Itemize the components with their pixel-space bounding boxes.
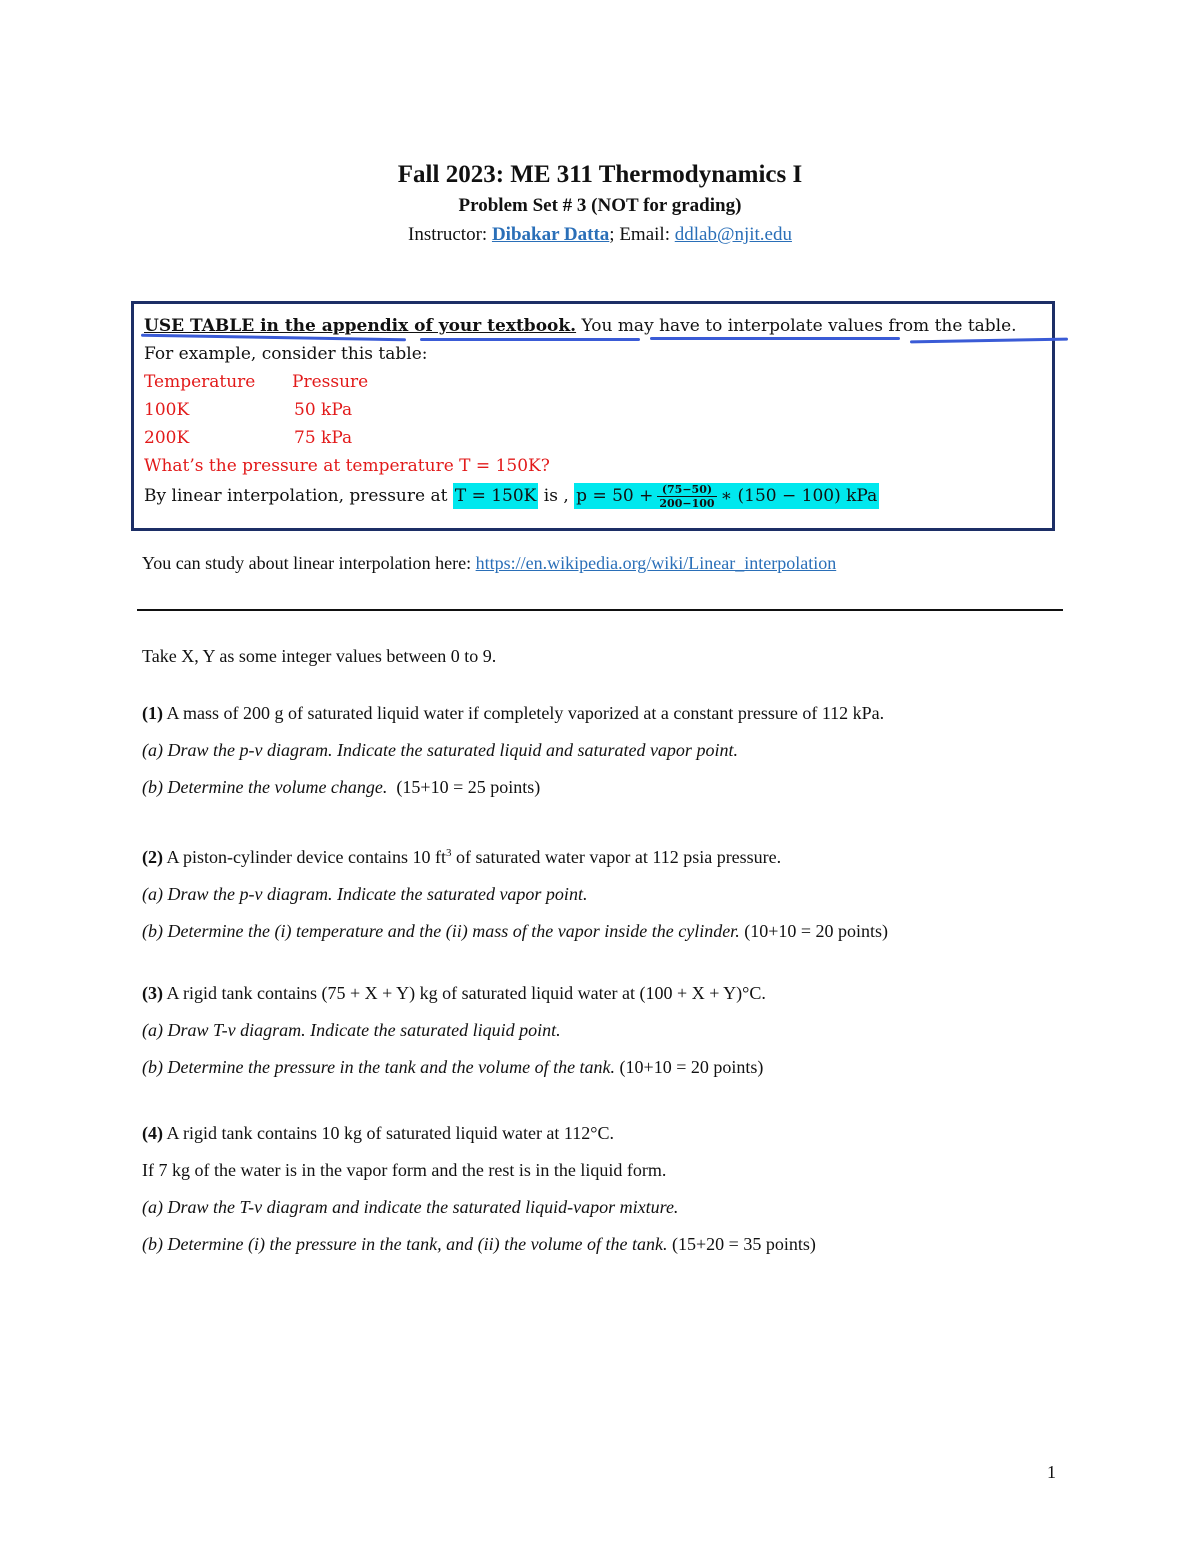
problem-number: (3) — [142, 983, 163, 1003]
problem-number: (4) — [142, 1123, 163, 1143]
problem-statement — [142, 840, 1072, 870]
statement-text: A rigid tank contains 10 kg of saturated liquid water at 112°C. — [166, 1123, 614, 1143]
part-b — [142, 1231, 1072, 1257]
problem-2 — [142, 840, 1072, 944]
problem-number: (2) — [142, 847, 163, 867]
fraction-denominator: 200−100 — [659, 497, 715, 510]
superscript: 3 — [445, 847, 452, 859]
problem-4 — [142, 1120, 1072, 1257]
table-row — [144, 424, 1042, 452]
instructor-line — [0, 220, 1200, 250]
note-bold-instruction: USE TABLE in the appendix of your textbook. — [144, 316, 577, 336]
page-title: Fall 2023: ME 311 Thermodynamics I — [397, 161, 803, 188]
part-a: (a) Draw the T-v diagram and indicate the saturated liquid-vapor mixture. — [142, 1197, 679, 1217]
intro-text — [142, 643, 1072, 669]
instructor-label: Instructor: — [408, 224, 488, 245]
pen-underline-mark — [420, 338, 640, 341]
problem-1 — [142, 700, 1072, 800]
email-label: ; Email: — [609, 224, 670, 245]
problem-statement — [142, 1120, 1072, 1146]
points-text: (15+20 = 35 points) — [672, 1234, 816, 1254]
formula-fraction — [657, 483, 716, 510]
part-b — [142, 774, 1072, 800]
page-subtitle: Problem Set # 3 (NOT for grading) — [458, 195, 742, 216]
intro-line: Take X, Y as some integer values between 0 to 9. — [142, 646, 497, 666]
fraction-numerator: (75−50) — [657, 483, 716, 497]
pen-underline-mark — [650, 337, 900, 340]
statement-text: A mass of 200 g of saturated liquid water if completely vaporized at a constant pressure of 112 kPa. — [166, 703, 885, 723]
formula-tail: ∗ (150 − 100) kPa — [720, 486, 878, 506]
interpolation-formula-line — [144, 482, 1042, 510]
points-text: (10+10 = 20 points) — [619, 1057, 764, 1077]
wikipedia-link[interactable]: https://en.wikipedia.org/wiki/Linear_interpolation — [475, 553, 837, 573]
table-cell: 200K — [144, 428, 190, 448]
part-b — [142, 1054, 1072, 1080]
points-text: (15+10 = 25 points) — [396, 777, 541, 797]
example-table-header — [144, 368, 1042, 396]
email-link[interactable]: ddlab@njit.edu — [674, 224, 792, 245]
highlight-temperature: T = 150K — [453, 483, 539, 509]
problem-statement — [142, 980, 1072, 1006]
note-instruction-rest: You may have to interpolate values from the table. — [581, 316, 1017, 336]
study-text: You can study about linear interpolation here: — [142, 553, 472, 573]
document-header — [0, 158, 1200, 250]
table-header-temperature: Temperature — [144, 372, 256, 392]
statement-text: A piston-cylinder device contains 10 ft — [166, 847, 446, 867]
highlight-formula — [574, 483, 879, 509]
part-b-text: (b) Determine the pressure in the tank and the volume of the tank. — [142, 1057, 616, 1077]
statement-text: of saturated water vapor at 112 psia pressure. — [455, 847, 782, 867]
example-question: What’s the pressure at temperature T = 150K? — [144, 456, 550, 476]
part-b-text: (b) Determine (i) the pressure in the tank, and (ii) the volume of the tank. — [142, 1234, 668, 1254]
formula-mid: is , — [543, 486, 569, 506]
part-b — [142, 918, 1072, 944]
problem-3 — [142, 980, 1072, 1080]
study-line — [142, 553, 836, 574]
part-a: (a) Draw T-v diagram. Indicate the saturated liquid point. — [142, 1020, 561, 1040]
problem-number: (1) — [142, 703, 163, 723]
table-cell: 50 kPa — [294, 400, 353, 420]
formula-prefix: By linear interpolation, pressure at — [144, 486, 448, 506]
note-line-2: For example, consider this table: — [144, 344, 428, 364]
part-a: (a) Draw the p-v diagram. Indicate the saturated liquid and saturated vapor point. — [142, 740, 738, 760]
table-cell: 75 kPa — [294, 428, 353, 448]
table-header-pressure: Pressure — [292, 372, 369, 392]
instructor-name: Dibakar Datta — [491, 224, 610, 245]
formula-p: p = 50 + — [576, 486, 654, 506]
problem-statement-2: If 7 kg of the water is in the vapor form and the rest is in the liquid form. — [142, 1160, 667, 1180]
points-text: (10+10 = 20 points) — [744, 921, 889, 941]
problem-statement — [142, 700, 1072, 726]
table-cell: 100K — [144, 400, 190, 420]
table-row — [144, 396, 1042, 424]
section-divider — [137, 609, 1063, 611]
part-b-text: (b) Determine the volume change. — [142, 777, 388, 797]
page-number: 1 — [1047, 1462, 1056, 1482]
part-b-text: (b) Determine the (i) temperature and the (ii) mass of the vapor inside the cylinder. — [142, 921, 740, 941]
statement-text: A rigid tank contains (75 + X + Y) kg of saturated liquid water at (100 + X + Y)°C. — [166, 983, 766, 1003]
part-a: (a) Draw the p-v diagram. Indicate the saturated vapor point. — [142, 884, 588, 904]
